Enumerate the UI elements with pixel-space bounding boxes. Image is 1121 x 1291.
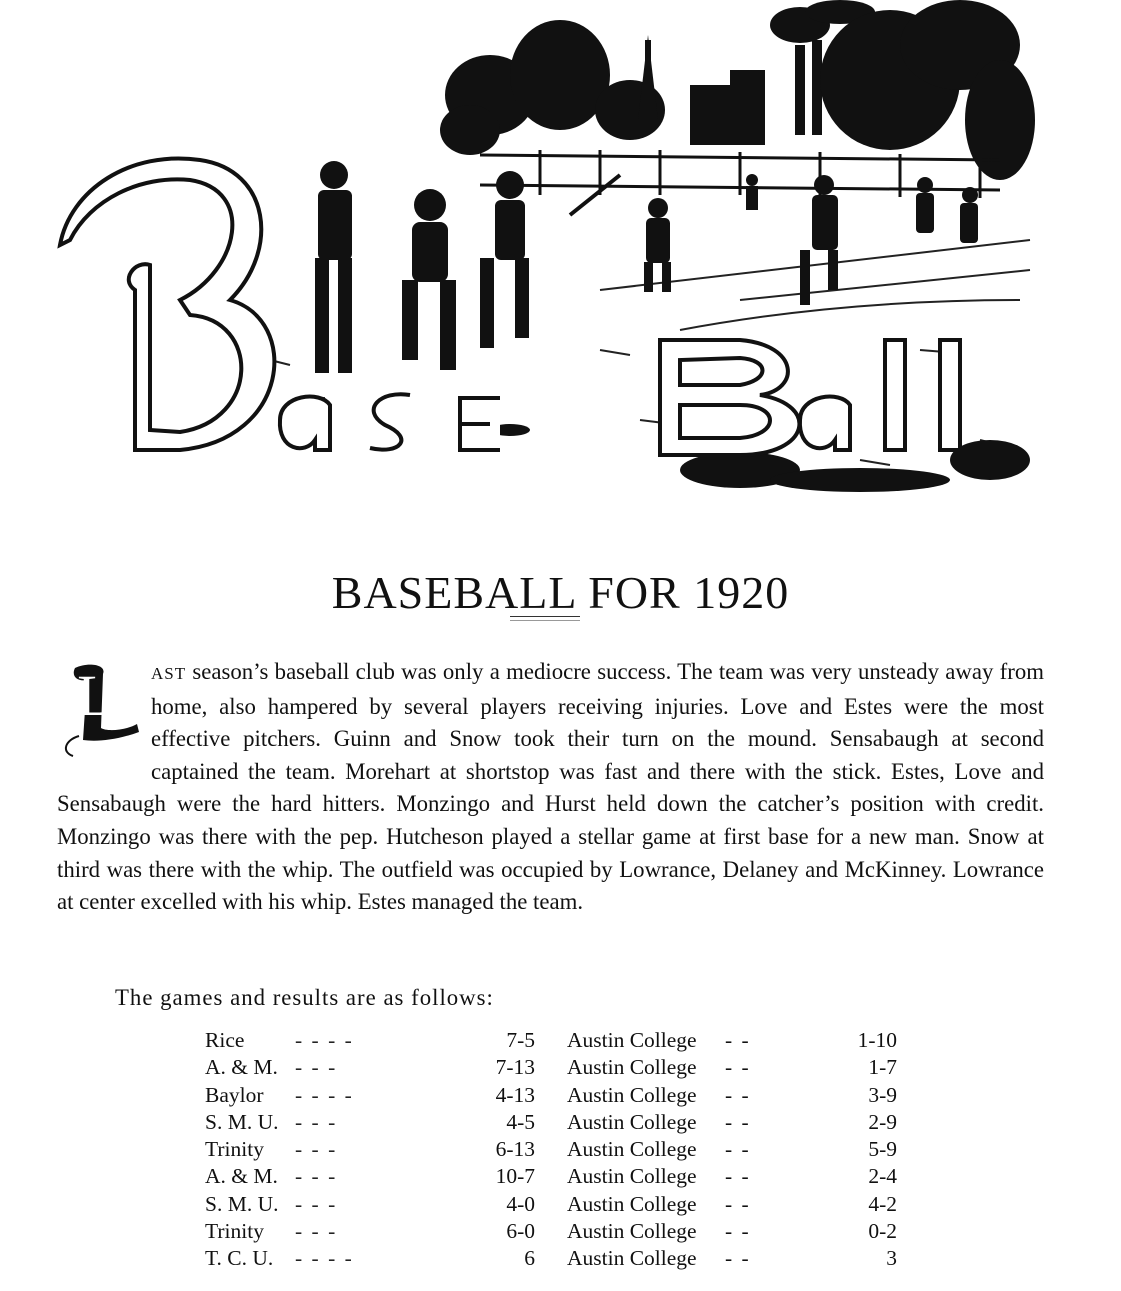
home-score: 5-9: [868, 1137, 897, 1162]
table-row: [205, 1027, 905, 1054]
table-row: [205, 1191, 905, 1218]
table-row: [205, 1054, 905, 1081]
results-intro: The games and results are as follows:: [115, 985, 494, 1010]
table-row: [205, 1082, 905, 1109]
opponent-score: 7-5: [506, 1028, 535, 1052]
leader-dashes: - -: [725, 1164, 751, 1189]
leader-dashes: - - -: [295, 1109, 338, 1134]
home-score: 0-2: [868, 1219, 897, 1244]
home-team: Austin College: [567, 1028, 697, 1052]
leader-dashes: - - - -: [295, 1082, 354, 1107]
dropcap-text: L: [77, 663, 113, 728]
lead-smallcaps: AST: [151, 664, 187, 683]
home-score: 2-9: [868, 1109, 897, 1134]
baseball-header-illustration: [40, 0, 1040, 500]
leader-dashes: - - -: [295, 1164, 338, 1189]
home-team: Austin College: [567, 1137, 697, 1162]
leader-dashes: - -: [725, 1191, 751, 1216]
home-team: Austin College: [567, 1191, 697, 1216]
table-row: [205, 1136, 905, 1163]
title-divider: [510, 616, 580, 621]
leader-dashes: - - -: [295, 1137, 338, 1162]
article-body: [57, 656, 1044, 919]
leader-dashes: - -: [725, 1082, 751, 1107]
home-team: Austin College: [567, 1164, 697, 1189]
home-team: Austin College: [567, 1109, 697, 1134]
home-score: 3: [886, 1246, 897, 1271]
home-score: 1-10: [857, 1028, 897, 1052]
leader-dashes: - - - -: [295, 1246, 354, 1271]
home-team: Austin College: [567, 1055, 697, 1080]
leader-dashes: - - - -: [295, 1028, 354, 1052]
leader-dashes: - -: [725, 1137, 751, 1162]
leader-dashes: - - -: [295, 1055, 338, 1080]
results-table: [205, 1027, 905, 1273]
leader-dashes: - -: [725, 1109, 751, 1134]
opponent-score: 10-7: [495, 1164, 535, 1189]
leader-dashes: - -: [725, 1246, 751, 1271]
opponent-score: 4-5: [506, 1109, 535, 1134]
opponent-score: 6-13: [495, 1137, 535, 1162]
opponent-name: S. M. U.: [205, 1191, 279, 1216]
home-team: Austin College: [567, 1246, 697, 1271]
opponent-name: Rice: [205, 1028, 245, 1052]
leader-dashes: - -: [725, 1028, 751, 1052]
table-row: [205, 1245, 905, 1272]
leader-dashes: - - -: [295, 1191, 338, 1216]
table-row: [205, 1218, 905, 1245]
opponent-score: 4-13: [495, 1082, 535, 1107]
opponent-score: 4-0: [506, 1191, 535, 1216]
table-row: [205, 1163, 905, 1190]
dropcap-letter: [57, 660, 145, 758]
opponent-name: T. C. U.: [205, 1246, 274, 1271]
opponent-score: 6-0: [506, 1219, 535, 1244]
opponent-name: S. M. U.: [205, 1109, 279, 1134]
home-team: Austin College: [567, 1082, 697, 1107]
home-score: 1-7: [868, 1055, 897, 1080]
article-paragraph: season’s baseball club was only a mediocre success. The team was very unsteady away from home, also hampered by several players receiving injuries. Love and Estes were the most effective pitchers. Guinn and Snow took their turn on the mound. Sensabaugh at second captained the team. Morehart at shortstop was fast and there with the stick. Estes, Love and Sensabaugh were the hard hitters. Monzingo and Hurst held down the catcher’s position with credit. Monzingo was there with the pep. Hutcheson played a stellar game at first base for a new man. Snow at third was there with the whip. The outfield was occupied by Lowrance, Delaney and McKinney. Lowrance at center excelled with his whip. Estes managed the team.: [57, 659, 1044, 915]
home-team: Austin College: [567, 1219, 697, 1244]
leader-dashes: - -: [725, 1219, 751, 1244]
home-score: 2-4: [868, 1164, 897, 1189]
leader-dashes: - -: [725, 1055, 751, 1080]
opponent-name: A. & M.: [205, 1164, 278, 1189]
page-title: BASEBALL FOR 1920: [331, 566, 790, 618]
home-score: 3-9: [868, 1082, 897, 1107]
opponent-name: Baylor: [205, 1082, 264, 1107]
table-row: [205, 1109, 905, 1136]
home-score: 4-2: [868, 1191, 897, 1216]
opponent-name: A. & M.: [205, 1055, 278, 1080]
opponent-score: 7-13: [495, 1055, 535, 1080]
opponent-name: Trinity: [205, 1219, 264, 1244]
opponent-name: Trinity: [205, 1137, 264, 1162]
leader-dashes: - - -: [295, 1219, 338, 1244]
opponent-score: 6: [524, 1246, 535, 1271]
